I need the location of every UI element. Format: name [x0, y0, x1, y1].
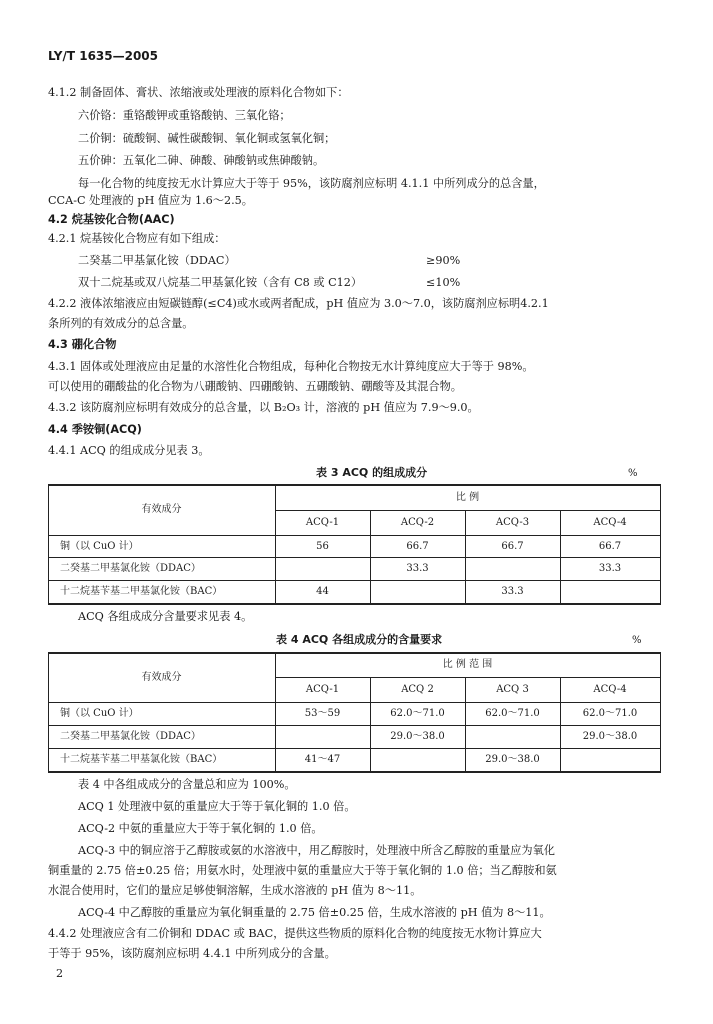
cell: 33.3: [501, 586, 524, 597]
paragraph-line: 每一化合物的纯度按无水计算应大于等于 95%，该防腐剂应标明 4.1.1 中所列成分的总含量，: [78, 177, 545, 190]
table-3-col-acq2: ACQ-2: [400, 517, 435, 528]
table-4-ratio-header: 比 例 范 围: [442, 659, 493, 670]
cell: 66.7: [598, 541, 622, 552]
row-name: 铜（以 CuO 计）: [60, 708, 139, 719]
cell: 33.3: [598, 563, 622, 574]
page-number: 2: [56, 967, 64, 980]
clause-4-3-2: 4.3.2 该防腐剂应标明有效成分的总含量，以 B₂O₃ 计，溶液的 pH 值应为 7.9～9.0。: [48, 401, 479, 414]
clause-4-2-1: 4.2.1 烷基铵化合物应有如下组成：: [48, 232, 226, 245]
section-heading-4-2: 4.2 烷基铵化合物(AAC): [48, 213, 175, 226]
table-3-col-header: 有效成分: [141, 504, 182, 515]
clause-4-3-1: 4.3.1 固体或处理液应由足量的水溶性化合物组成，每种化合物按无水计算纯度应大于等于 98%。: [48, 360, 534, 373]
cell: 62.0～71.0: [485, 708, 540, 719]
paragraph-line: 表 4 中各组成成分的含量总和应为 100%。: [78, 778, 296, 791]
composition-value: ≥90%: [426, 254, 461, 267]
table-4-col-acq2: ACQ 2: [401, 684, 434, 695]
paragraph-line: 可以使用的硼酸盐的化合物为八硼酸钠、四硼酸钠、五硼酸钠、硼酸等及其混合物。: [48, 380, 462, 393]
cell: 56: [316, 541, 329, 552]
table-3-caption: 表 3 ACQ 的组成成分: [316, 466, 428, 479]
table-4-caption: 表 4 ACQ 各组成成分的含量要求: [276, 633, 443, 646]
table-3-col-acq4: ACQ-4: [593, 517, 627, 528]
row-name: 十二烷基苄基二甲基氯化铵（BAC）: [60, 586, 223, 597]
cell: 62.0～71.0: [390, 708, 445, 719]
list-item: 五价砷：五氧化二砷、砷酸、砷酸钠或焦砷酸钠。: [78, 154, 325, 167]
cell: 33.3: [406, 563, 429, 574]
paragraph-line: 铜重量的 2.75 倍±0.25 倍；用氨水时，处理液中氨的重量应大于等于氧化铜的 1.0 倍；当乙醇胺和氨: [48, 864, 557, 877]
list-item: 六价铬：重铬酸钾或重铬酸钠、三氧化铬；: [78, 109, 291, 122]
cell: 41～47: [304, 754, 341, 765]
table-3-ratio-header: 比 例: [455, 492, 480, 503]
cell: 29.0～38.0: [390, 731, 445, 742]
cell: 44: [316, 586, 329, 597]
cell: 29.0～38.0: [582, 731, 638, 742]
paragraph-line: ACQ 各组成成分含量要求见表 4。: [78, 610, 253, 623]
section-heading-4-3: 4.3 硼化合物: [48, 338, 117, 351]
table-4-col-acq1: ACQ-1: [305, 684, 340, 695]
cell: 66.7: [501, 541, 524, 552]
table-4-unit: %: [632, 635, 642, 646]
standard-code: LY/T 1635—2005: [48, 49, 159, 63]
cell: 66.7: [406, 541, 429, 552]
composition-name: 双十二烷基或双八烷基二甲基氯化铵（含有 C8 或 C12）: [78, 276, 363, 289]
paragraph-line: 条所列的有效成分的总含量。: [48, 317, 194, 330]
paragraph-line: ACQ-3 中的铜应溶于乙醇胺或氨的水溶液中，用乙醇胺时，处理液中所含乙醇胺的重量应为氧化: [78, 844, 555, 857]
row-name: 二癸基二甲基氯化铵（DDAC）: [60, 731, 201, 742]
paragraph-line: ACQ-2 中氨的重量应大于等于氧化铜的 1.0 倍。: [78, 822, 323, 835]
cell: 29.0～38.0: [485, 754, 540, 765]
paragraph-line: 水混合使用时，它们的量应足够使铜溶解，生成水溶液的 pH 值为 8～11。: [48, 884, 422, 897]
composition-name: 二癸基二甲基氯化铵（DDAC）: [78, 254, 236, 267]
cell: 53～59: [304, 708, 341, 719]
table-4-col-header: 有效成分: [141, 672, 182, 683]
clause-4-4-2: 4.4.2 处理液应含有二价铜和 DDAC 或 BAC，提供这些物质的原料化合物的纯度按无水物计算应大: [48, 927, 542, 940]
cell: 62.0～71.0: [582, 708, 638, 719]
row-name: 二癸基二甲基氯化铵（DDAC）: [60, 563, 201, 574]
paragraph-line: ACQ 1 处理液中氨的重量应大于等于氧化铜的 1.0 倍。: [78, 800, 356, 813]
row-name: 铜（以 CuO 计）: [60, 541, 139, 552]
row-name: 十二烷基苄基二甲基氯化铵（BAC）: [60, 754, 223, 765]
clause-4-2-2: 4.2.2 液体浓缩液应由短碳链醇(≤C4)或水或两者配成，pH 值应为 3.0～7.0，该防腐剂应标明4.2.1: [48, 297, 549, 310]
table-4-col-acq3: ACQ 3: [496, 684, 529, 695]
paragraph-line: ACQ-4 中乙醇胺的重量应为氧化铜重量的 2.75 倍±0.25 倍，生成水溶液的 pH 值为 8～11。: [78, 906, 551, 919]
section-heading-4-4: 4.4 季铵铜(ACQ): [48, 423, 142, 436]
paragraph-line: 于等于 95%，该防腐剂应标明 4.4.1 中所列成分的含量。: [48, 947, 336, 960]
table-3-unit: %: [628, 468, 638, 479]
paragraph-line: CCA-C 处理液的 pH 值应为 1.6～2.5。: [48, 194, 253, 207]
table-3-col-acq1: ACQ-1: [305, 517, 340, 528]
table-4-col-acq4: ACQ-4: [593, 684, 627, 695]
clause-4-1-2: 4.1.2 制备固体、膏状、浓缩液或处理液的原料化合物如下：: [48, 86, 349, 99]
composition-value: ≤10%: [426, 276, 461, 289]
clause-4-4-1: 4.4.1 ACQ 的组成成分见表 3。: [48, 444, 210, 457]
table-3-col-acq3: ACQ-3: [495, 517, 530, 528]
list-item: 二价铜：硫酸铜、碱性碳酸铜、氧化铜或氢氧化铜；: [78, 132, 336, 145]
